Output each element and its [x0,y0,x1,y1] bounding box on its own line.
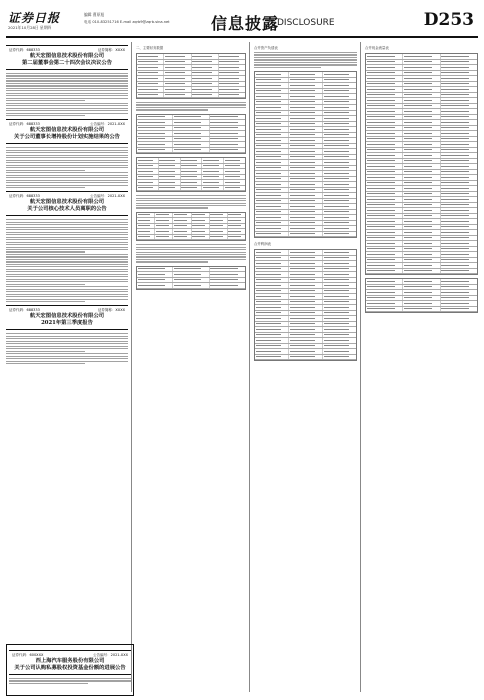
right-column [365,42,478,692]
supplementary-table [365,278,478,313]
company-name: 航天宏图信息技术股份有限公司 [29,127,105,134]
announcement-number: 公告编号：2021-XXX [90,122,125,127]
financial-table [136,266,246,290]
section-title: 信息披露 [211,14,280,33]
announcement-header [6,191,128,216]
financial-table [136,157,246,192]
announcement-header [6,305,128,330]
article-text [136,244,246,262]
left-column [6,42,128,692]
income-statement-table [254,249,357,361]
table-caption: 合并资产负债表 [254,46,278,50]
announcement-number: 公告编号：2021-XXX [93,653,128,657]
security-code: 证券代码：688333 [9,308,40,313]
article-text [6,333,128,364]
announcement-title: 关于公司董事长增持股份计划实施结果的公告 [14,134,120,141]
security-code: 证券代码：600XXX [12,653,44,657]
announcement-title: 第二届董事会第二十四次会议决议公告 [21,60,113,66]
company-name: 西上海汽车服务股份有限公司 [35,658,105,664]
financial-table [136,114,246,155]
newspaper-logo: 证券日报 [8,11,61,25]
article-text [6,219,128,302]
page-number: D253 [423,10,474,30]
article-text [6,147,128,188]
balance-sheet-table [254,71,357,238]
article-text [254,52,357,68]
company-name: 航天宏图信息技术股份有限公司 [29,53,105,59]
security-code: 证券代码：688333 [9,122,40,127]
company-name: 航天宏图信息技术股份有限公司 [29,199,105,206]
announcement-header [6,119,128,144]
financial-table [136,212,246,242]
security-code: 证券代码：688333 [9,194,40,199]
security-code: 证券代码：688333 [9,48,40,52]
cash-flow-table [365,53,478,275]
phone-line: 电话 010-83251716 E-mail zqrb9@zqrb.sina.net [84,20,170,24]
announcement-number: 公告编号：2021-XXX [90,194,125,199]
announcement-title: 关于公司核心技术人员离职的公告 [27,206,107,213]
security-short-name: 证券简称：XXXX [97,308,125,313]
table-caption: 合并现金流量表 [365,46,389,50]
article-text [6,73,128,116]
table-caption: 二、主要财务数据 [136,46,164,50]
date-line: 2021年10月28日 星期四 [8,25,52,30]
announcement-title: 2021年第三季度报告 [41,320,93,327]
article-text [136,102,246,111]
financial-table [136,53,246,99]
section-english-title: DISCLOSURE [277,18,335,28]
security-short-name: 证券简称：XXXX [97,48,125,52]
table-caption: 合并利润表 [254,242,271,246]
announcement-header [9,650,131,675]
article-text [136,195,246,209]
right-middle-column [254,42,357,692]
middle-column [136,42,246,692]
masthead [6,6,478,38]
editor-line: 编辑 曹原旭 [84,12,105,17]
article-text [9,678,131,684]
announcement-title: 关于公司认购私募股权投资基金份额的进展公告 [14,665,126,671]
bottom-announcement [6,644,134,696]
company-name: 航天宏图信息技术股份有限公司 [29,313,105,320]
announcement-header [6,45,128,70]
